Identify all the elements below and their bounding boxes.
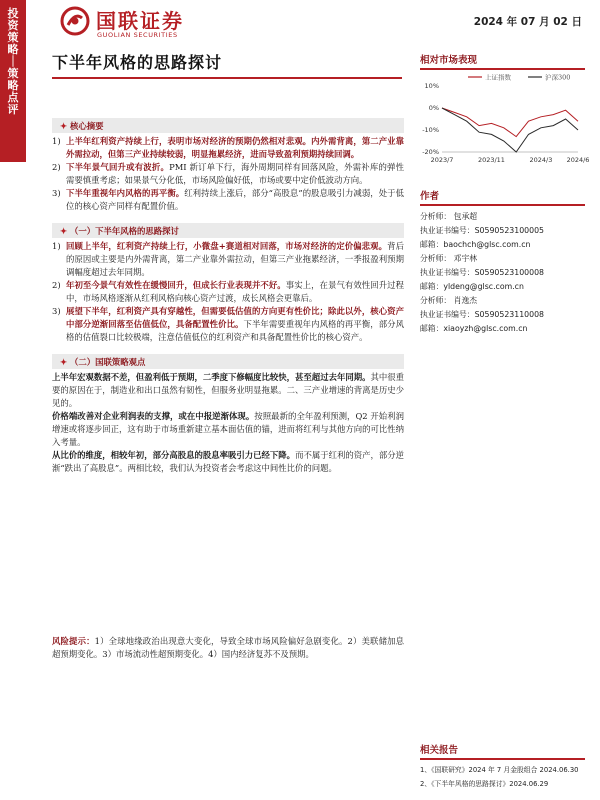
bullet-icon: ✦ bbox=[60, 357, 68, 367]
title-divider bbox=[52, 77, 402, 79]
item-bold-text: 下半年景气回升或有波折。 bbox=[66, 162, 170, 172]
report-type-tab bbox=[0, 0, 26, 162]
paragraph-normal-text: 其中很重要的原因在于，制造业和出口虽然有韧性，但服务业明显拖累。二、三产业增速的背离是历史少见的。 bbox=[52, 372, 405, 408]
item-normal-text: 背后的原因或主要是内外需背离，第二产业靠外需拉动，但第三产业拖累经济，一季报盈利预期调幅度超过去年同期。 bbox=[66, 241, 405, 277]
x-tick-label: 2023/7 bbox=[430, 156, 454, 164]
risk-label: 风险提示： bbox=[52, 636, 95, 646]
author-line: 邮箱：yldeng@glsc.com.cn bbox=[420, 282, 524, 291]
item-number: 1) bbox=[52, 136, 61, 146]
series-line-csi300 bbox=[442, 108, 578, 152]
x-tick-label: 2024/3 bbox=[529, 156, 553, 164]
item-normal-text: 红利持续上涨后，部分“高股息”的股息吸引力减弱，处于低位的核心资产同样有配置价值。 bbox=[66, 188, 404, 211]
summary-list bbox=[52, 135, 404, 213]
paragraph bbox=[52, 410, 404, 449]
y-tick-label: -10% bbox=[422, 126, 439, 134]
list-item bbox=[52, 240, 404, 279]
reports-section bbox=[420, 742, 585, 791]
item-number: 2) bbox=[52, 280, 61, 290]
series-line-sse bbox=[442, 108, 578, 137]
reports-list bbox=[420, 763, 585, 791]
reports-heading: 相关报告 bbox=[420, 742, 585, 760]
sidetab-char: 资 bbox=[7, 19, 19, 32]
author-line: 分析师： 肖逸杰 bbox=[420, 296, 478, 305]
paragraph-normal-text: 而不属于红利的资产，部分逆渐“跌出了高股息”。两相比较，我们认为投资者会考虑这中间性比价的问题。 bbox=[52, 450, 405, 473]
paragraph-bold-text: 从比价的维度，相较年初，部分高股息的股息率吸引力已经下降。 bbox=[52, 450, 296, 460]
list-item bbox=[52, 135, 404, 161]
sidetab-char: 策 bbox=[7, 31, 19, 44]
market-heading: 相对市场表现 bbox=[420, 52, 585, 70]
item-text bbox=[66, 135, 404, 161]
main-content bbox=[52, 118, 404, 475]
list-item bbox=[52, 305, 404, 344]
list-item bbox=[52, 279, 404, 305]
x-tick-label: 2024/6 bbox=[566, 156, 590, 164]
item-normal-text: 事实上，在景气有效性回升过程中，市场风格逐渐从红利风格向核心资产过渡，成长风格会更靠后。 bbox=[66, 280, 404, 303]
sidetab-char: 评 bbox=[7, 103, 19, 116]
sidetab-char: 策 bbox=[7, 67, 19, 80]
y-tick-label: -20% bbox=[422, 148, 439, 156]
author-line: 邮箱：xiaoyzh@glsc.com.cn bbox=[420, 324, 528, 333]
report-link[interactable]: 2、《下半年风格的思路探讨》2024.06.29 bbox=[420, 780, 549, 788]
section2-heading: ✦ （二）国联策略观点 bbox=[52, 354, 404, 369]
item-normal-text: 下半年需要重视年内风格的再平衡，部分风格的估值裂口比较极端，注意估值低位的红利资产和具备配置性价比的核心资产。 bbox=[66, 319, 405, 342]
section1-heading: ✦ （一）下半年风格的思路探讨 bbox=[52, 223, 404, 238]
item-bold-text: 回顾上半年，红利资产持续上行，小微盘+赛道相对回落，市场对经济的定价偏悲观。 bbox=[66, 241, 388, 251]
paragraph-bold-text: 上半年宏观数据不差，但盈利低于预期，二季度下修幅度比较快，甚至超过去年同期。 bbox=[52, 372, 371, 382]
legend-label: 上证指数 bbox=[485, 73, 511, 82]
authors-heading: 作者 bbox=[420, 188, 585, 206]
author-line: 执业证书编号：S0590523100008 bbox=[420, 268, 545, 277]
sidetab-char: 略 bbox=[7, 79, 19, 92]
x-tick-label: 2023/11 bbox=[477, 156, 505, 164]
item-number: 1) bbox=[52, 241, 61, 251]
legend-label: 沪深300 bbox=[545, 73, 571, 82]
sidetab-char: 投 bbox=[7, 7, 19, 20]
item-text bbox=[66, 305, 404, 344]
company-logo bbox=[60, 4, 240, 42]
paragraph-bold-text: 价格端改善对企业利润表的支撑，或在中报逆渐体现。 bbox=[52, 411, 255, 421]
logo-mark-icon bbox=[60, 6, 90, 36]
item-normal-text: PMI 新订单下行，海外周期同样有回落风险，外需补库的弹性需要慎重考虑；如果景气分化低，市场风险偏好低，市场或要中定价低波动方向。 bbox=[66, 162, 404, 185]
report-title: 下半年风格的思路探讨 bbox=[52, 53, 223, 72]
y-tick-label: 0% bbox=[428, 104, 439, 112]
y-tick-label: 10% bbox=[424, 82, 439, 90]
relative-performance-chart bbox=[420, 72, 590, 172]
author-line: 邮箱：baochch@glsc.com.cn bbox=[420, 240, 531, 249]
item-text bbox=[66, 279, 404, 305]
author-line: 执业证书编号：S0590523100005 bbox=[420, 226, 545, 235]
bullet-icon: ✦ bbox=[60, 121, 68, 131]
author-line: 分析师： 邓宇林 bbox=[420, 254, 478, 263]
risk-warning bbox=[52, 635, 404, 661]
list-item bbox=[52, 187, 404, 213]
report-link[interactable]: 1、《国联研究》2024 年 7 月金股组合 2024.06.30 bbox=[420, 766, 579, 774]
item-text bbox=[66, 187, 404, 213]
authors-section bbox=[420, 188, 585, 336]
item-text bbox=[66, 240, 404, 279]
item-bold-text: 下半年重视年内风格的再平衡。 bbox=[66, 188, 185, 198]
item-number: 3) bbox=[52, 188, 61, 198]
section1-list bbox=[52, 240, 404, 344]
bullet-icon: ✦ bbox=[60, 226, 68, 236]
risk-text: 1）全球地缘政治出现意大变化，导致全球市场风险偏好急剧变化。2）美联储加息超预期变化。3）市场流动性超预期变化。4）国内经济复苏不及预期。 bbox=[52, 636, 405, 659]
item-text bbox=[66, 161, 404, 187]
sidetab-char: ｜ bbox=[7, 55, 19, 68]
item-number: 3) bbox=[52, 306, 61, 316]
logo-text-cn: 国联证券 bbox=[96, 9, 184, 33]
paragraph bbox=[52, 449, 404, 475]
authors-list bbox=[420, 210, 585, 336]
item-number: 2) bbox=[52, 162, 61, 172]
author-line: 执业证书编号：S0590523110008 bbox=[420, 310, 545, 319]
sidetab-char: 点 bbox=[7, 91, 19, 104]
summary-heading: ✦ 核心摘要 bbox=[52, 118, 404, 133]
report-date: 2024 年 07 月 02 日 bbox=[473, 16, 582, 28]
paragraph-normal-text: 按照最新的全年盈利预测，Q2 开始利润增速或将逐步回正，这有助于市场重新建立基本面估值的锚，进而将红利与其他方向的可比性纳入考量。 bbox=[52, 411, 405, 447]
logo-text-en: GUOLIAN SECURITIES bbox=[97, 31, 178, 39]
sidetab-char: 略 bbox=[7, 43, 19, 56]
item-bold-text: 展望下半年，红利资产具有穿越性，但需要低估值的方向更有性价比；除此以外，核心资产中部分逆渐回落至估值低位，具备配置性价比。 bbox=[66, 306, 404, 329]
item-bold-text: 上半年红利资产持续上行，表明市场对经济的预期仍然相对悲观。内外需背离，第二产业靠外需拉动，但第三产业持续较弱，明显拖累经济，进而导致盈利预期持续回调。 bbox=[66, 136, 404, 159]
item-bold-text: 年初至今景气有效性在缓慢回升，但成长行业表现并不好。 bbox=[66, 280, 286, 290]
market-section bbox=[420, 52, 585, 70]
section2-list bbox=[52, 371, 404, 475]
list-item bbox=[52, 161, 404, 187]
paragraph bbox=[52, 371, 404, 410]
author-line: 分析师： 包承超 bbox=[420, 212, 478, 221]
